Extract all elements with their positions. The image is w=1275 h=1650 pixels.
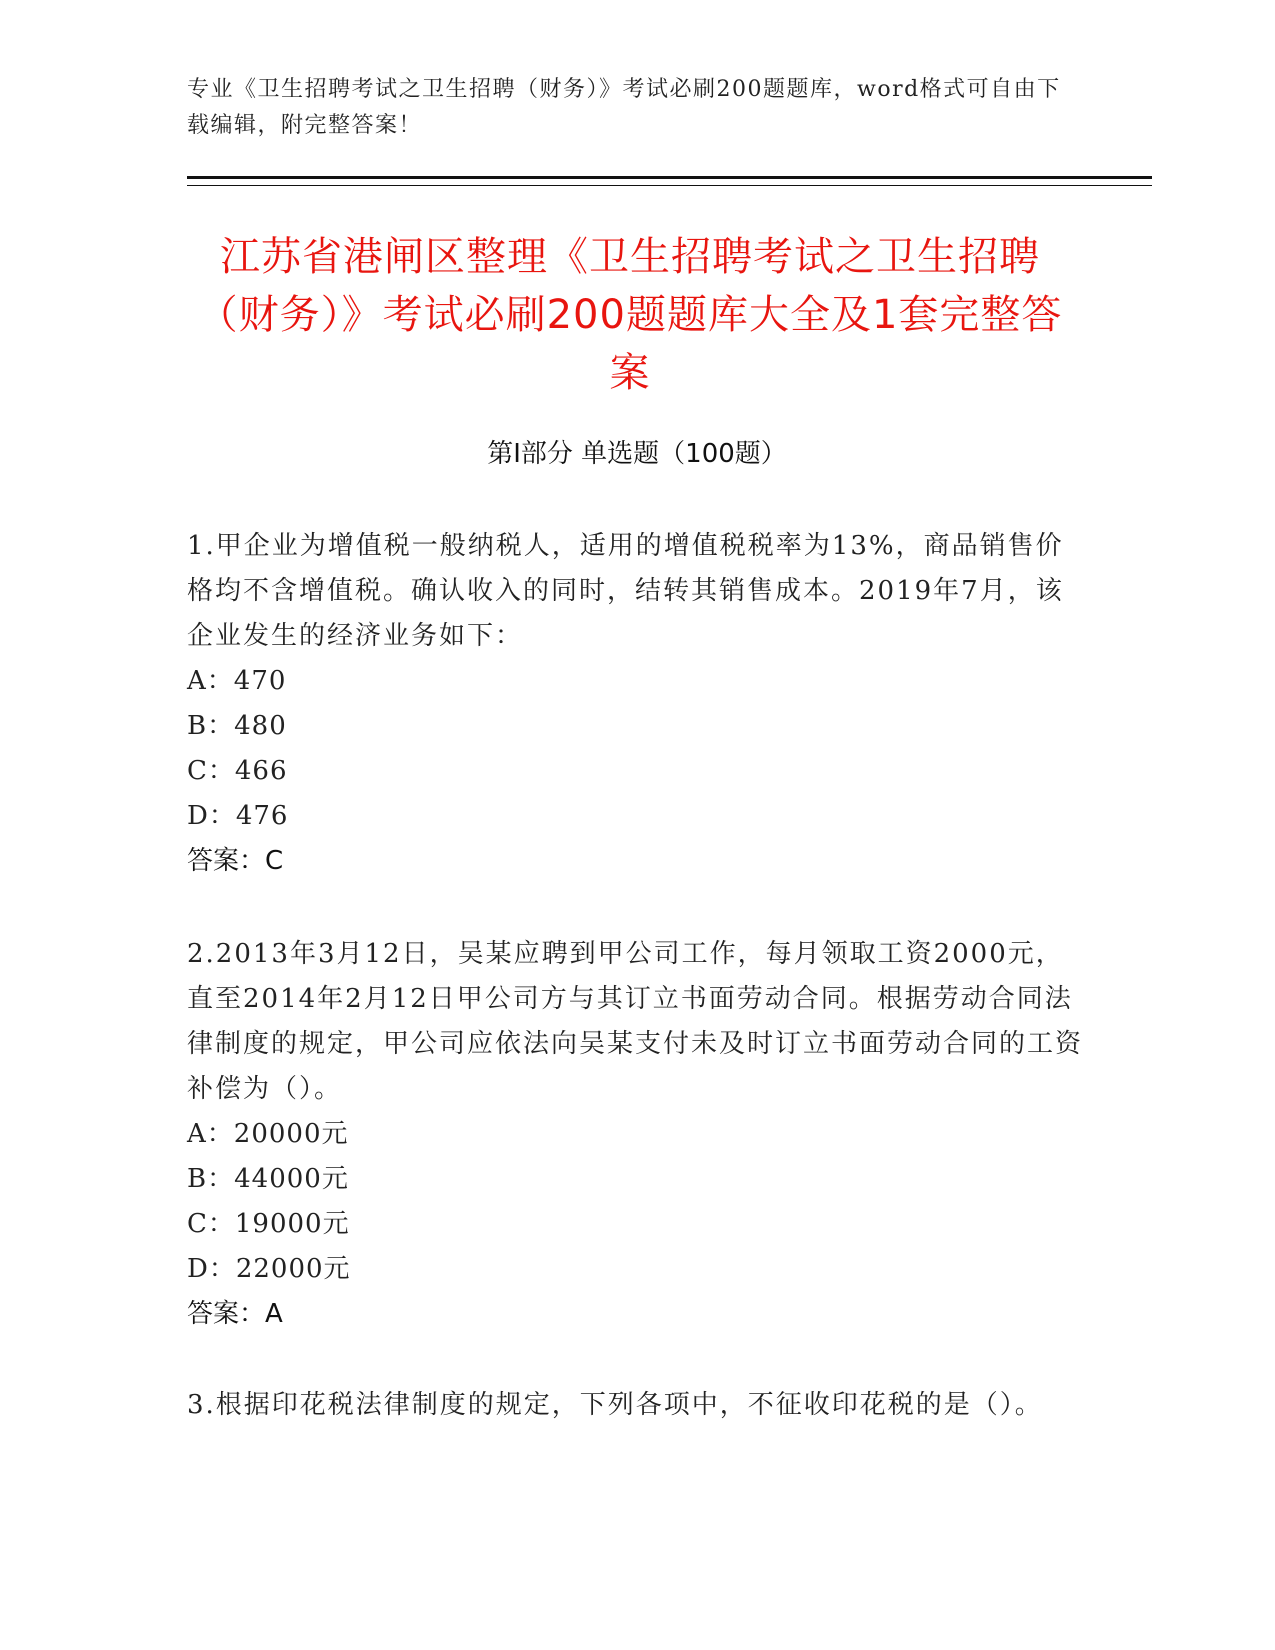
option-c: C：466: [187, 756, 288, 786]
option-c: C：19000元: [187, 1209, 350, 1239]
option-a: A：470: [187, 666, 287, 696]
header-note: 专业《卫生招聘考试之卫生招聘（财务）》考试必刷200题题库，word格式可自由下载编辑，附完整答案！: [187, 77, 1061, 138]
question-1: [187, 524, 1087, 884]
option-b: B：44000元: [187, 1164, 349, 1194]
question-text: 3.根据印花税法律制度的规定，下列各项中，不征收印花税的是（）。: [187, 1390, 1043, 1420]
header-divider-thick: [187, 176, 1152, 179]
option-d: D：22000元: [187, 1254, 351, 1284]
question-text: 2.2013年3月12日，吴某应聘到甲公司工作，每月领取工资2000元，直至2014年2月12日甲公司方与其订立书面劳动合同。根据劳动合同法律制度的规定，甲公司应依法向吴某支付未及时订立书面劳动合同的工资补偿为（）。: [187, 939, 1084, 1104]
option-b: B：480: [187, 711, 287, 741]
option-a: A：20000元: [187, 1119, 349, 1149]
option-d: D：476: [187, 801, 289, 831]
question-3: [187, 1383, 1087, 1428]
question-2: [187, 932, 1087, 1337]
question-text: 1.甲企业为增值税一般纳税人，适用的增值税税率为13%，商品销售价格均不含增值税。确认收入的同时，结转其销售成本。2019年7月，该企业发生的经济业务如下：: [187, 531, 1064, 651]
document-title: 江苏省港闸区整理《卫生招聘考试之卫生招聘（财务）》考试必刷200题题库大全及1套完整答案: [197, 234, 1063, 396]
answer: 答案：A: [187, 1299, 283, 1329]
section-heading: 第Ⅰ部分 单选题（100题）: [487, 439, 787, 469]
header-divider-thin: [187, 185, 1152, 186]
answer: 答案：C: [187, 846, 284, 876]
